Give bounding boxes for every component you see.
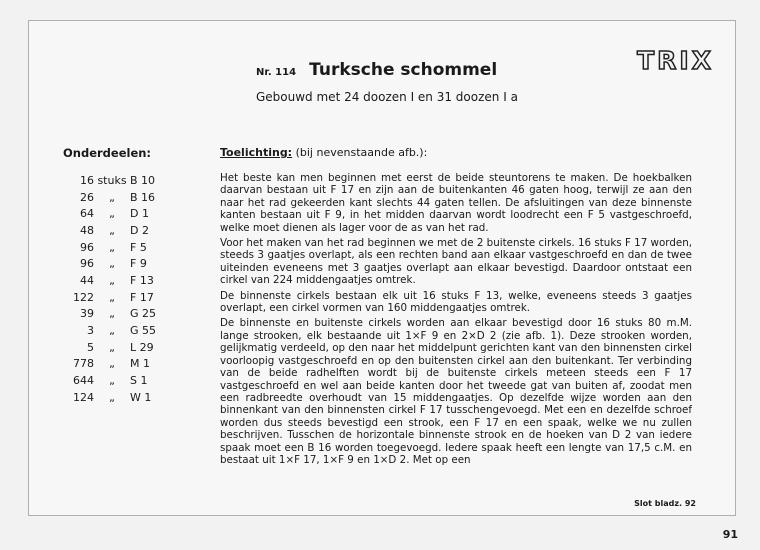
part-unit: „ xyxy=(109,390,115,404)
explanation-paragraph: De binnenste cirkels bestaan elk uit 16 stuks F 13, welke, eveneens steeds 3 gaatjes overlapt, een cirkel vormen van 160 middengaatjes omtrek. xyxy=(220,289,692,315)
parts-row xyxy=(54,389,174,406)
part-code: G 55 xyxy=(130,324,157,338)
model-number: Nr. 114 xyxy=(256,67,297,78)
part-unit: „ xyxy=(109,324,115,338)
parts-list xyxy=(54,172,174,406)
part-unit: „ xyxy=(109,357,115,371)
parts-row xyxy=(54,372,174,389)
part-quantity: 124 xyxy=(73,390,94,404)
part-quantity: 122 xyxy=(73,290,94,304)
part-quantity: 778 xyxy=(73,357,94,371)
explanation-paragraph: Het beste kan men beginnen met eerst de beide steuntorens te maken. De hoekbalken daarvan bestaan uit F 17 en zijn aan de buitenkanten 46 gaten hoog, terwijl ze aan den naar het rad gekeerden kant slechts 44 gaten tellen. De afsluitingen van deze binnenste kanten bestaan uit F 9, in het midden daarvan wordt loodrecht een F 5 vastgeschroefd, welke moet dienen als lager voor de as van het rad. xyxy=(220,172,692,234)
part-code: B 16 xyxy=(130,190,156,204)
part-quantity: 16 xyxy=(80,173,94,187)
trix-logo: TRIX xyxy=(637,46,714,75)
parts-heading: Onderdeelen: xyxy=(63,146,152,160)
explanation-paragraph: Voor het maken van het rad beginnen we met de 2 buitenste cirkels. 16 stuks F 17 worden, steeds 3 gaatjes overlapt, als een rechten band aan elkaar vastgeschroefd en dan de twee uiteinden eveneens met 3 gaatjes overlapt aan elkaar bevestigd. Daardoor ontstaat een cirkel van 224 middengaatjes omtrek. xyxy=(220,237,692,287)
part-code: F 17 xyxy=(130,290,154,304)
part-quantity: 96 xyxy=(80,240,94,254)
parts-row xyxy=(54,222,174,239)
parts-row xyxy=(54,339,174,356)
part-quantity: 64 xyxy=(80,207,94,221)
part-quantity: 5 xyxy=(87,340,94,354)
parts-row xyxy=(54,189,174,206)
part-code: W 1 xyxy=(130,390,152,404)
part-unit: „ xyxy=(109,273,115,287)
part-code: L 29 xyxy=(130,340,154,354)
part-code: M 1 xyxy=(130,357,150,371)
part-code: G 25 xyxy=(130,307,157,321)
part-unit: „ xyxy=(109,240,115,254)
part-code: D 1 xyxy=(130,207,149,221)
part-quantity: 26 xyxy=(80,190,94,204)
parts-row xyxy=(54,272,174,289)
explanation-heading-label: Toelichting: xyxy=(220,146,293,159)
part-quantity: 3 xyxy=(87,324,94,338)
explanation-paragraph: De binnenste en buitenste cirkels worden aan elkaar bevestigd door 16 stuks 80 m.M. lange strooken, elk bestaande uit 1×F 9 en 2×D 2 (zie afb. 1). Deze strooken worden, gelijkmatig verdeeld, op den naar het middelpunt gerichten kant van den binnensten cirkel voorloopig vastgeschroefd en op den buitensten cirkel aan den buitenkant. Ter verbinding van de beide radhelften wordt bij de buitenste cirkels meteen steeds een F 17 vastgeschroefd en wel aan beide kanten door het tweede gat van buiten af, zoodat men een radbreedte overhoudt van 15 middengaatjes. Op dezelfde wijze worden aan den binnenkant van den binnensten cirkel F 17 tusschengevoegd. Met een en dezelfde schroef worden dus steeds bevestigd een strook, een F 17 en een spaak, welke we nu zullen beschrijven. Tusschen de horizontale binnenste strook en de hoeken van D 2 van iedere spaak moet een B 16 worden toegevoegd. Iedere spaak heeft een lengte van 17,5 c.M. en bestaat uit 1×F 17, 1×F 9 en 1×D 2. Met op een xyxy=(220,317,692,466)
parts-row xyxy=(54,356,174,373)
parts-row xyxy=(54,239,174,256)
part-unit: stuks xyxy=(97,173,127,187)
continuation-note: Slot bladz. 92 xyxy=(634,499,696,508)
part-unit: „ xyxy=(109,257,115,271)
parts-row xyxy=(54,322,174,339)
part-code: F 13 xyxy=(130,273,154,287)
parts-row xyxy=(54,255,174,272)
part-quantity: 644 xyxy=(73,374,94,388)
part-unit: „ xyxy=(109,374,115,388)
part-unit: „ xyxy=(109,190,115,204)
part-code: B 10 xyxy=(130,173,156,187)
part-quantity: 44 xyxy=(80,273,94,287)
page-subtitle: Gebouwd met 24 doozen I en 31 doozen I a xyxy=(256,90,518,104)
parts-row xyxy=(54,172,174,189)
parts-row xyxy=(54,289,174,306)
part-code: F 5 xyxy=(130,240,147,254)
parts-row xyxy=(54,306,174,323)
part-code: S 1 xyxy=(130,374,148,388)
page-title: Turksche schommel xyxy=(309,60,498,80)
explanation-body xyxy=(220,172,692,469)
part-unit: „ xyxy=(109,307,115,321)
part-quantity: 96 xyxy=(80,257,94,271)
part-unit: „ xyxy=(109,340,115,354)
part-quantity: 39 xyxy=(80,307,94,321)
page-number: 91 xyxy=(722,528,738,541)
part-code: F 9 xyxy=(130,257,147,271)
explanation-heading xyxy=(220,146,427,159)
parts-row xyxy=(54,205,174,222)
part-code: D 2 xyxy=(130,223,149,237)
title-row xyxy=(256,60,497,80)
part-quantity: 48 xyxy=(80,223,94,237)
part-unit: „ xyxy=(109,290,115,304)
explanation-heading-note: (bij nevenstaande afb.): xyxy=(295,146,428,159)
part-unit: „ xyxy=(109,223,115,237)
part-unit: „ xyxy=(109,207,115,221)
